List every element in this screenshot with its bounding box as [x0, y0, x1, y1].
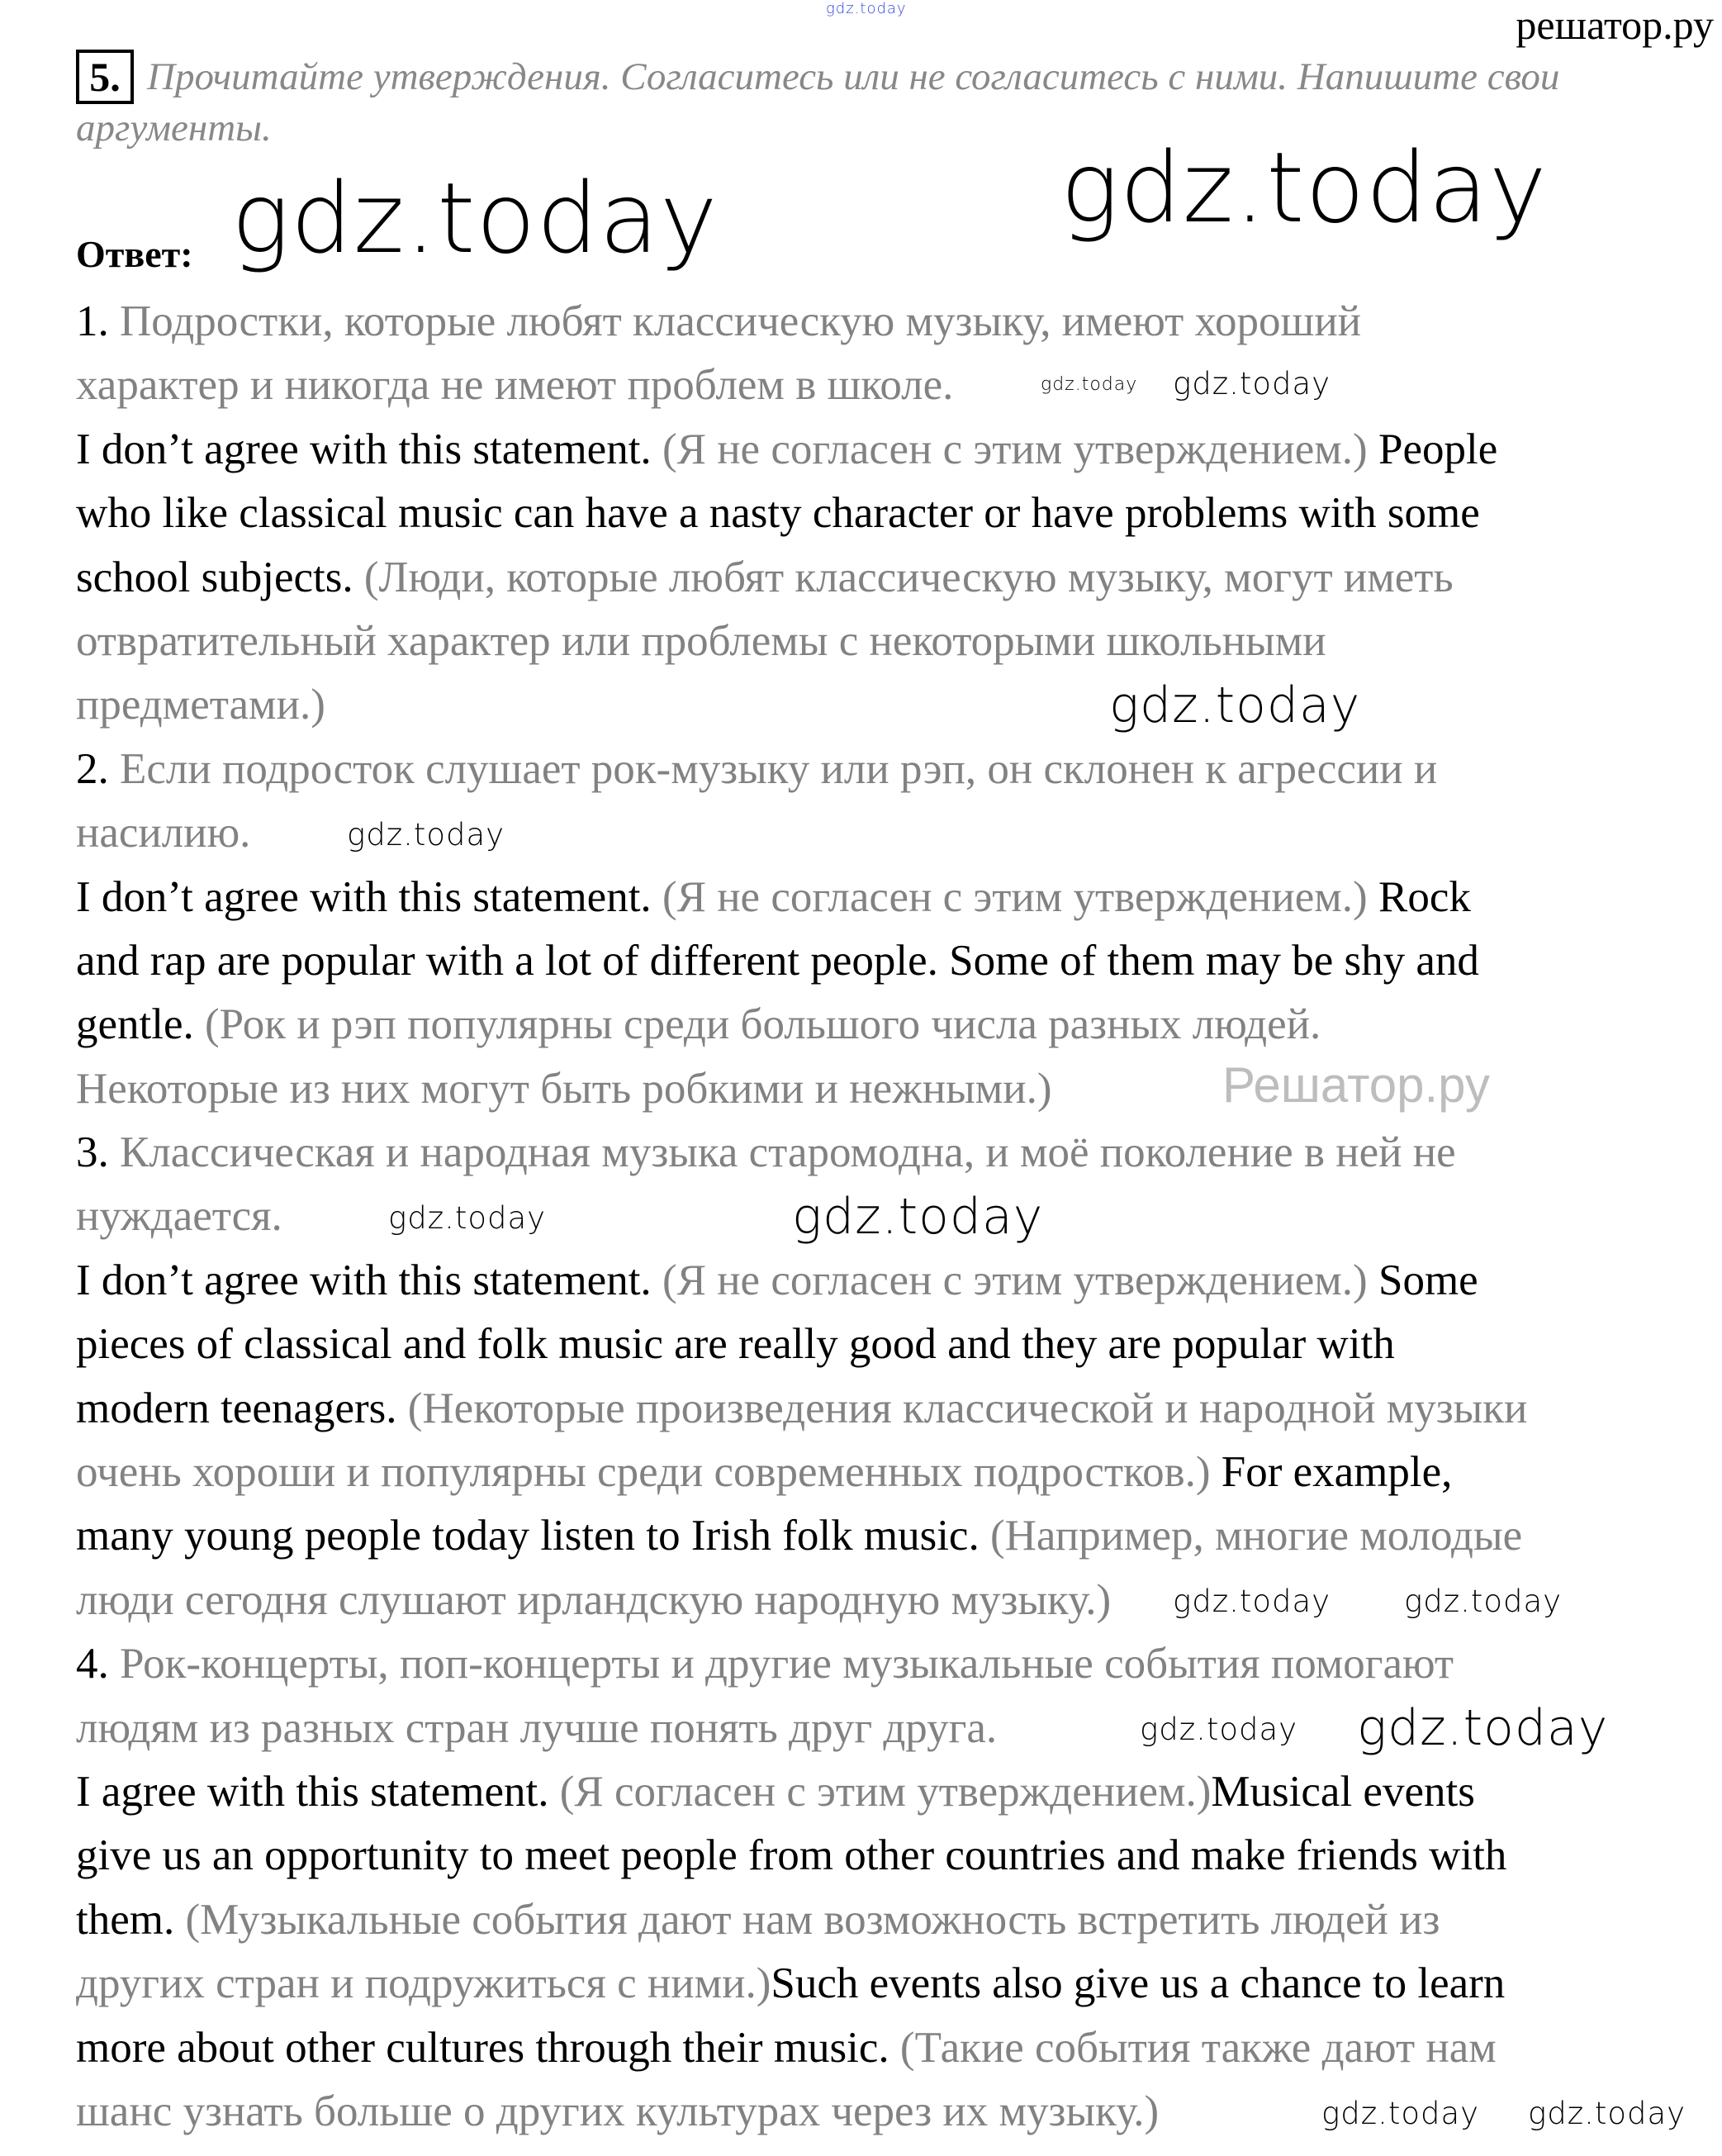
russian-text: (Я не согласен с этим утверждением.)	[662, 872, 1378, 921]
watermark: gdz.today	[1357, 1699, 1609, 1757]
russian-text: характер и никогда не имеют проблем в школе.	[76, 361, 954, 410]
english-text: them.	[76, 1895, 186, 1944]
text-line	[76, 2016, 1527, 2080]
ghost-watermark: Решатор.ру	[1222, 1057, 1490, 1113]
text-line	[76, 290, 1527, 354]
text-line	[76, 738, 1527, 801]
english-text: give us an opportunity to meet people from other countries and make friends with	[76, 1831, 1507, 1880]
english-text: 1.	[76, 297, 120, 345]
russian-text: (Я согласен с этим утверждением.)	[559, 1767, 1212, 1816]
text-line	[76, 610, 1527, 673]
text-line	[76, 546, 1527, 610]
task-number: 5.	[76, 50, 134, 104]
russian-text: предметами.)	[76, 681, 325, 729]
text-line	[76, 1249, 1527, 1313]
english-text: 3.	[76, 1128, 120, 1177]
english-text: school subjects.	[76, 553, 364, 601]
russian-text: Рок-концерты, поп-концерты и другие музыкальные события помогают	[120, 1640, 1454, 1688]
watermark: gdz.today	[792, 1188, 1044, 1246]
text-line	[76, 993, 1527, 1057]
english-text: Some	[1378, 1256, 1478, 1304]
watermark: gdz.today	[1060, 131, 1548, 245]
russian-text: очень хороши и популярны среди современных подростков.)	[76, 1448, 1222, 1497]
russian-text: (Некоторые произведения классической и народной музыки	[407, 1384, 1528, 1432]
watermark: gdz.today	[388, 1200, 547, 1236]
text-line	[76, 2080, 1527, 2144]
english-text: Musical events	[1211, 1767, 1475, 1816]
russian-text: людям из разных стран лучше понять друг друга.	[76, 1703, 998, 1752]
text-line	[76, 1504, 1527, 1568]
russian-text: (Рок и рэп популярны среди большого числа разных людей.	[205, 1000, 1321, 1049]
english-text: I don’t agree with this statement.	[76, 425, 662, 473]
russian-text: (Я не согласен с этим утверждением.)	[662, 1256, 1378, 1304]
russian-text: (Такие события также дают нам	[899, 2023, 1497, 2072]
english-text: modern teenagers.	[76, 1384, 408, 1432]
russian-text: шанс узнать больше о других культурах через их музыку.)	[76, 2087, 1160, 2135]
english-text: 4.	[76, 1640, 120, 1688]
instruction-line-1: Прочитайте утверждения. Согласитесь или не согласитесь с ними. Напишите свои	[147, 55, 1560, 98]
english-text: Rock	[1378, 872, 1471, 921]
text-line	[76, 1441, 1527, 1504]
text-line	[76, 1697, 1527, 1760]
english-text: For example,	[1221, 1448, 1453, 1497]
english-text: Such events also give us a chance to learn	[771, 1959, 1506, 2008]
russian-text: (Люди, которые любят классическую музыку, могут иметь	[363, 553, 1454, 601]
text-line	[76, 1760, 1527, 1824]
russian-text: Подростки, которые любят классическую музыку, имеют хороший	[120, 297, 1362, 345]
brand-logo: решатор.ру	[1516, 2, 1714, 48]
text-line	[76, 1824, 1527, 1888]
russian-text: люди сегодня слушают ирландскую народную музыку.)	[76, 1575, 1112, 1624]
text-line	[76, 418, 1527, 482]
russian-text: (Например, многие молодые	[989, 1512, 1523, 1560]
watermark: gdz.today	[1528, 2096, 1686, 2131]
watermark-top: gdz.today	[826, 0, 907, 17]
english-text: I agree with this statement.	[76, 1767, 560, 1816]
watermark: gdz.today	[1173, 1584, 1331, 1619]
english-text: and rap are popular with a lot of different people. Some of them may be shy and	[76, 936, 1479, 985]
english-text: People	[1378, 425, 1498, 473]
watermark: gdz.today	[347, 817, 505, 852]
watermark: gdz.today	[231, 161, 719, 275]
text-line	[76, 1632, 1527, 1696]
text-line	[76, 1313, 1527, 1376]
english-text: I don’t agree with this statement.	[76, 1256, 662, 1304]
russian-text: (Музыкальные события дают нам возможность встретить людей из	[185, 1895, 1440, 1944]
text-line	[76, 866, 1527, 929]
english-text: who like classical music can have a nasty character or have problems with some	[76, 489, 1480, 538]
russian-text: насилию.	[76, 809, 251, 857]
russian-text: Некоторые из них могут быть робкими и нежными.)	[76, 1064, 1052, 1113]
watermark: gdz.today	[1404, 1584, 1563, 1619]
text-line	[76, 1121, 1527, 1185]
watermark: gdz.today	[1321, 2096, 1480, 2131]
watermark: gdz.today	[1140, 1712, 1298, 1747]
russian-text: Если подросток слушает рок-музыку или рэп, он склонен к агрессии и	[120, 744, 1438, 793]
russian-text: (Я не согласен с этим утверждением.)	[662, 425, 1378, 473]
english-text: more about other cultures through their music.	[76, 2023, 900, 2072]
watermark: gdz.today	[1109, 677, 1361, 734]
text-line	[76, 1952, 1527, 2016]
russian-text: других стран и подружиться с ними.)	[76, 1959, 771, 2008]
russian-text: Классическая и народная музыка старомодна, и моё поколение в ней не	[120, 1128, 1456, 1177]
english-text: gentle.	[76, 1000, 205, 1049]
english-text: 2.	[76, 744, 120, 793]
watermark: gdz.today	[1041, 374, 1138, 395]
english-text: many young people today listen to Irish folk music.	[76, 1512, 990, 1560]
text-line	[76, 1377, 1527, 1441]
english-text: pieces of classical and folk music are really good and they are popular with	[76, 1320, 1395, 1369]
english-text: I don’t agree with this statement.	[76, 872, 662, 921]
watermark: gdz.today	[1173, 366, 1331, 401]
text-line	[76, 1888, 1527, 1952]
text-line	[76, 801, 1527, 865]
instruction-line-2: аргументы.	[76, 107, 272, 150]
text-line	[76, 929, 1527, 993]
text-line	[76, 482, 1527, 545]
russian-text: нуждается.	[76, 1192, 282, 1241]
answer-label: Ответ:	[76, 233, 193, 275]
russian-text: отвратительный характер или проблемы с некоторыми школьными	[76, 616, 1326, 665]
